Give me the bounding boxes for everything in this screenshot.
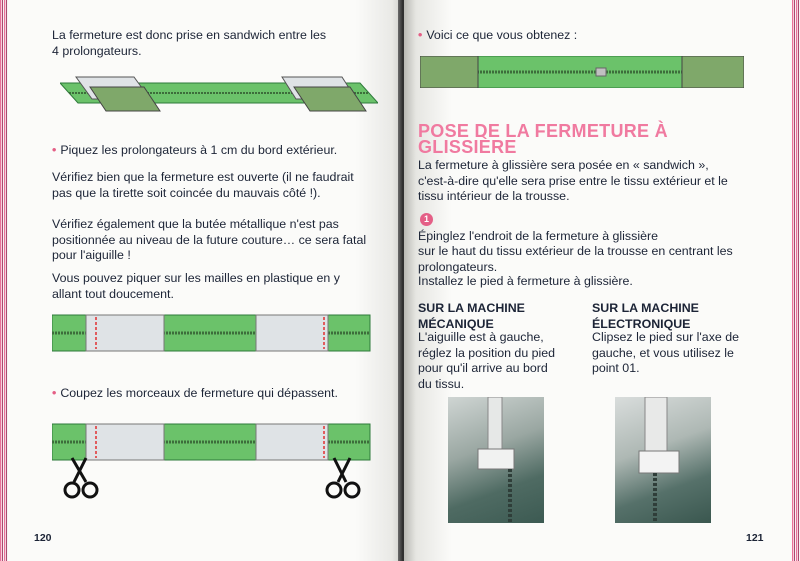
- bullet-icon: •: [52, 386, 57, 400]
- heading-electronic: SUR LA MACHINE ÉLECTRONIQUE: [592, 301, 699, 331]
- paragraph-sandwich: La fermeture est donc prise en sandwich entre les 4 prolongateurs.: [52, 28, 327, 58]
- bullet-text: Coupez les morceaux de fermeture qui dépassent.: [60, 386, 338, 400]
- step-line-2: sur le haut du tissu extérieur de la trousse en centrant les prolongateurs.: [418, 244, 733, 274]
- illustration-finished-zipper: [420, 56, 744, 88]
- bullet-stitch-extenders: [52, 143, 372, 159]
- scissors-right-icon: [327, 458, 359, 497]
- page-number-left: 120: [34, 532, 52, 544]
- extender-left: [420, 56, 478, 88]
- paragraph-check-stop: Vérifiez également que la butée métallique n'est pas positionnée au niveau de la future couture… ce sera fatal pour l'aiguille !: [52, 217, 367, 262]
- photo-mechanical-foot: [448, 397, 544, 523]
- extender-left: [86, 424, 164, 460]
- extender-right: [682, 56, 744, 88]
- bullet-result: [418, 28, 718, 44]
- bullet-icon: •: [52, 143, 57, 157]
- bullet-icon: •: [418, 28, 423, 42]
- extender-right: [256, 424, 328, 460]
- text-mechanical: L'aiguille est à gauche, réglez la position du pied pour qu'il arrive au bord du tissu.: [418, 330, 556, 391]
- illustration-stitch-lines: [52, 313, 372, 353]
- right-page: [404, 0, 800, 561]
- photo-electronic-foot: [615, 397, 711, 523]
- illustration-zipper-extenders: [60, 75, 378, 113]
- illustration-cut-zipper: [52, 422, 382, 504]
- extender-right: [256, 315, 328, 351]
- page-edge-decoration: [792, 0, 800, 561]
- section-title: POSE DE LA FERMETURE À GLISSIÈRE: [418, 121, 668, 157]
- presser-foot-drawing: [448, 397, 544, 523]
- heading-mechanical: SUR LA MACHINE MÉCANIQUE: [418, 301, 525, 331]
- intro-paragraph: La fermeture à glissière sera posée en « sandwich », c'est-à-dire qu'elle sera prise entre le tissu extérieur et le tissu intérieur de la trousse.: [418, 158, 728, 203]
- paragraph-sew-teeth: Vous pouvez piquer sur les mailles en plastique en y allant tout doucement.: [52, 271, 340, 301]
- step-line-1: Épinglez l'endroit de la fermeture à glissière: [418, 229, 658, 243]
- page-edge-decoration: [0, 0, 8, 561]
- step-number-badge: 1: [420, 213, 433, 226]
- bullet-text: Piquez les prolongateurs à 1 cm du bord extérieur.: [60, 143, 338, 157]
- scissors-left-icon: [65, 458, 97, 497]
- extender-left: [86, 315, 164, 351]
- paragraph-check-open: Vérifiez bien que la fermeture est ouverte (il ne faudrait pas que la tirette soit coincée du mauvais côté !).: [52, 170, 354, 200]
- page-number-right: 121: [746, 532, 764, 544]
- bullet-text: Voici ce que vous obtenez :: [426, 28, 578, 42]
- bullet-cut-ends: [52, 386, 372, 402]
- zipper-slider: [596, 68, 606, 76]
- text-electronic: Clipsez le pied sur l'axe de gauche, et vous utilisez le point 01.: [592, 330, 739, 375]
- step-line-3: Installez le pied à fermeture à glissière.: [418, 274, 633, 288]
- presser-foot-drawing: [615, 397, 711, 523]
